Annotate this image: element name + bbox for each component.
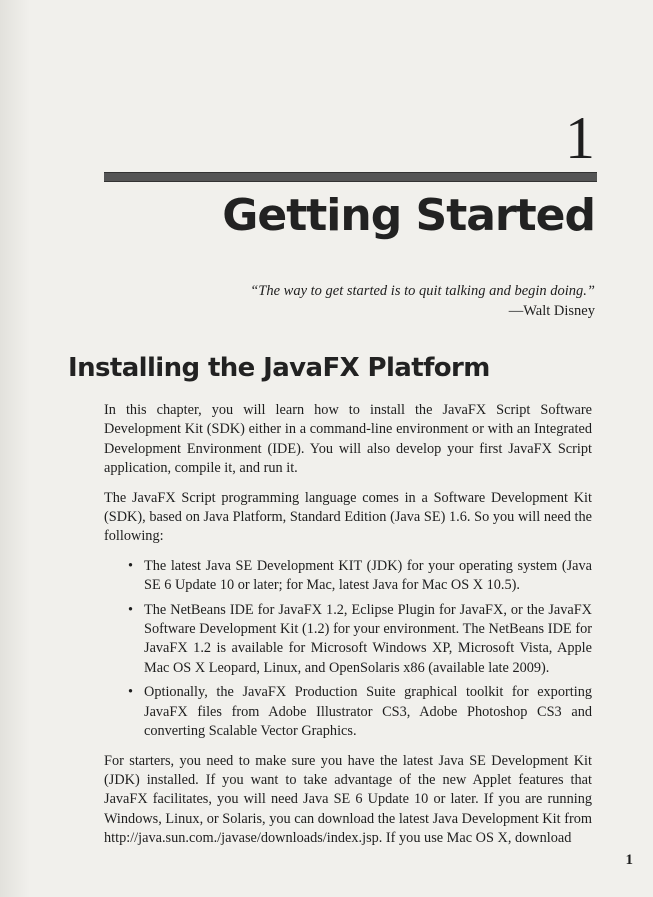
list-item bbox=[128, 601, 592, 679]
list-item bbox=[128, 683, 592, 741]
paragraph: For starters, you need to make sure you have the latest Java SE Development Kit (JDK) installed. If you want to take advantage of the new Applet features that JavaFX facilitates, you will need Java SE 6 Update 10 or later. If you are running Windows, Linux, or Solaris, you can download the latest Java Development Kit from http://java.sun.com./javase/downloads/index.jsp. If you use Mac OS X, download bbox=[104, 752, 592, 847]
epigraph-quote: “The way to get started is to quit talking and begin doing.” bbox=[250, 283, 595, 299]
page-number: 1 bbox=[625, 852, 633, 868]
list-item bbox=[128, 557, 592, 596]
requirements-list bbox=[104, 557, 592, 742]
bullet-icon: • bbox=[128, 557, 134, 574]
body-text bbox=[104, 401, 592, 859]
bullet-icon: • bbox=[128, 601, 134, 618]
list-item-text: The latest Java SE Development KIT (JDK) for your operating system (Java SE 6 Update 10 or later; for Mac, latest Java for Mac OS X 10.5). bbox=[144, 557, 592, 594]
list-item-text: Optionally, the JavaFX Production Suite graphical toolkit for exporting JavaFX files from Adobe Illustrator CS3, Adobe Photoshop CS3 and converting Scalable Vector Graphics. bbox=[144, 684, 592, 740]
paragraph: In this chapter, you will learn how to install the JavaFX Script Software Development Kit (SDK) either in a command-line environment or with an Integrated Development Environment (IDE). You will also develop your first JavaFX Script application, compile it, and run it. bbox=[104, 402, 592, 477]
epigraph-attribution: —Walt Disney bbox=[508, 303, 595, 319]
section-heading: Installing the JavaFX Platform bbox=[68, 353, 490, 383]
page-fold-shadow bbox=[0, 0, 30, 897]
chapter-number: 1 bbox=[565, 105, 595, 171]
bullet-icon: • bbox=[128, 684, 134, 701]
chapter-title: Getting Started bbox=[222, 190, 595, 241]
list-item-text: The NetBeans IDE for JavaFX 1.2, Eclipse Plugin for JavaFX, or the JavaFX Software Development Kit (1.2) for your environment. The NetBeans IDE for JavaFX 1.2 is available for Microsoft Windows XP, Microsoft Vista, Apple Mac OS X Leopard, Linux, and OpenSolaris x86 (available late 2009). bbox=[144, 601, 592, 676]
epigraph bbox=[175, 281, 595, 321]
chapter-rule bbox=[104, 172, 597, 182]
paragraph: The JavaFX Script programming language comes in a Software Development Kit (SDK), based on Java Platform, Standard Edition (Java SE) 1.6. So you will need the following: bbox=[104, 489, 592, 545]
